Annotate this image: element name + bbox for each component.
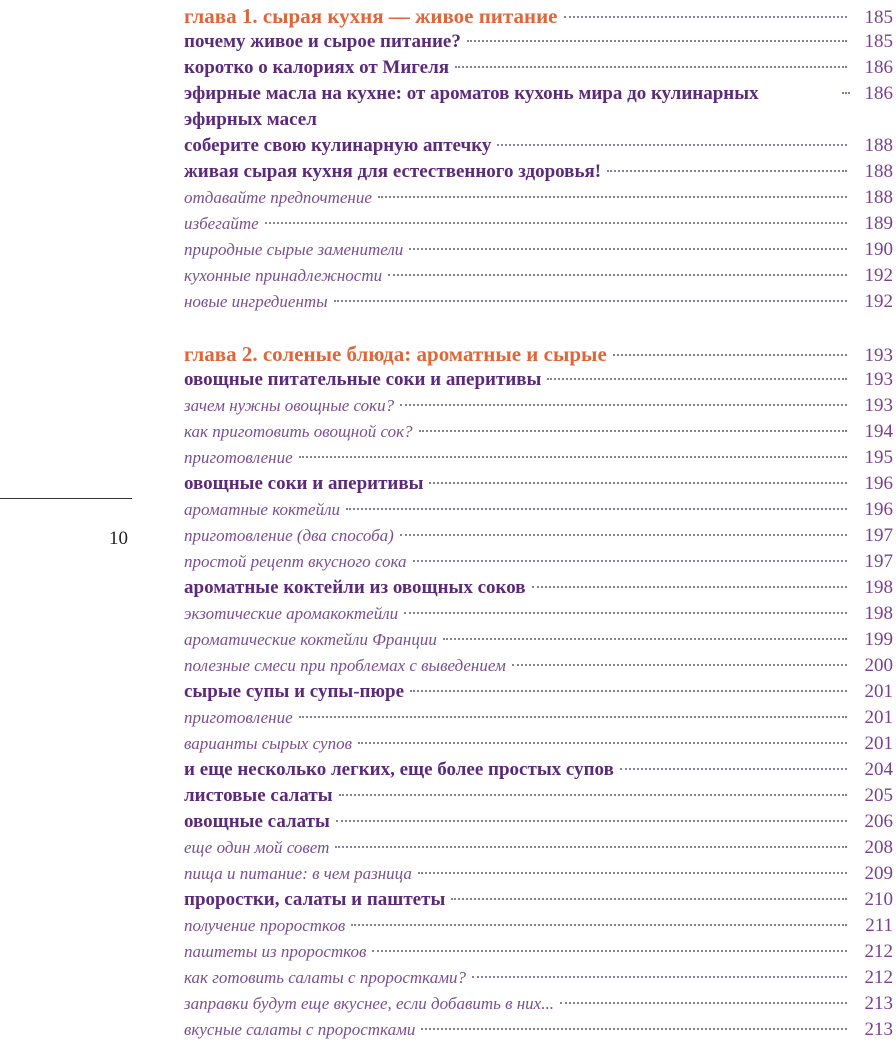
toc-entry-section[interactable] — [184, 81, 893, 133]
dot-leader — [299, 716, 847, 718]
dot-leader — [404, 612, 847, 614]
toc-entry-sub[interactable] — [184, 185, 893, 211]
toc-entry-sub[interactable] — [184, 211, 893, 237]
toc-entry-title: как приготовить овощной сок? — [184, 422, 413, 441]
dot-leader — [372, 950, 847, 952]
toc-entry-title: экзотические аромакоктейли — [184, 604, 399, 623]
toc-entry-page: 188 — [864, 135, 893, 156]
margin-rule — [0, 498, 132, 499]
toc-entry-sub[interactable] — [184, 601, 893, 627]
page-number: 10 — [109, 528, 128, 549]
toc-entry-page: 213 — [864, 1019, 893, 1040]
toc-entry-sub[interactable] — [184, 913, 893, 939]
toc-entry-page: 197 — [864, 551, 893, 572]
toc-entry-page: 205 — [864, 785, 893, 806]
toc-entry-title: приготовление — [184, 708, 293, 727]
toc-entry-page: 212 — [864, 941, 893, 962]
toc-entry-sub[interactable] — [184, 393, 893, 419]
dot-leader — [497, 144, 847, 146]
toc-entry-sub[interactable] — [184, 445, 893, 471]
toc-entry-page: 209 — [864, 863, 893, 884]
dot-leader — [842, 92, 850, 94]
dot-leader — [607, 170, 847, 172]
toc-entry-page: 197 — [864, 525, 893, 546]
toc-entry-sub[interactable] — [184, 861, 893, 887]
toc-entry-chapter[interactable] — [184, 3, 893, 29]
toc-entry-page: 189 — [864, 213, 893, 234]
dot-leader — [299, 456, 847, 458]
dot-leader — [532, 586, 847, 588]
toc-entry-title: приготовление — [184, 448, 293, 467]
dot-leader — [400, 404, 847, 406]
toc-entry-title: овощные соки и аперитивы — [184, 473, 424, 494]
toc-entry-page: 195 — [864, 447, 893, 468]
toc-entry-section[interactable] — [184, 159, 893, 185]
toc-entry-section[interactable] — [184, 367, 893, 393]
toc-entry-page: 192 — [864, 265, 893, 286]
dot-leader — [560, 1002, 847, 1004]
toc-entry-title: вкусные салаты с проростками — [184, 1020, 416, 1039]
toc-entry-title: и еще несколько легких, еще более простых супов — [184, 759, 614, 780]
toc-entry-title: глава 2. соленые блюда: ароматные и сырые — [184, 342, 607, 366]
dot-leader — [351, 924, 847, 926]
toc-entry-page: 193 — [864, 345, 893, 366]
toc-entry-sub[interactable] — [184, 289, 893, 315]
dot-leader — [388, 274, 847, 276]
toc-entry-section[interactable] — [184, 133, 893, 159]
toc-entry-section[interactable] — [184, 679, 893, 705]
toc-entry-page: 212 — [864, 967, 893, 988]
toc-entry-title: кухонные принадлежности — [184, 266, 383, 285]
toc-entry-page: 208 — [864, 837, 893, 858]
toc-entry-sub[interactable] — [184, 991, 893, 1017]
toc-entry-page: 186 — [864, 83, 893, 104]
toc-entry-title: избегайте — [184, 214, 259, 233]
toc-entry-title: зачем нужны овощные соки? — [184, 396, 395, 415]
toc-entry-sub[interactable] — [184, 965, 893, 991]
dot-leader — [346, 508, 847, 510]
toc-entry-page: 188 — [864, 161, 893, 182]
dot-leader — [335, 846, 847, 848]
toc-entry-page: 193 — [864, 369, 893, 390]
toc-entry-section[interactable] — [184, 809, 893, 835]
toc-entry-section[interactable] — [184, 575, 893, 601]
toc-entry-title: коротко о калориях от Мигеля — [184, 57, 450, 78]
dot-leader — [336, 820, 847, 822]
toc-entry-page: 206 — [864, 811, 893, 832]
table-of-contents — [184, 3, 893, 1043]
dot-leader — [443, 638, 847, 640]
dot-leader — [418, 872, 847, 874]
toc-entry-page: 210 — [864, 889, 893, 910]
toc-entry-page: 185 — [864, 31, 893, 52]
toc-entry-page: 185 — [864, 7, 893, 28]
chapter-gap — [184, 315, 893, 341]
toc-entry-title: варианты сырых супов — [184, 734, 352, 753]
toc-entry-sub[interactable] — [184, 731, 893, 757]
toc-entry-page: 201 — [864, 681, 893, 702]
toc-entry-sub[interactable] — [184, 549, 893, 575]
toc-entry-sub[interactable] — [184, 419, 893, 445]
toc-entry-sub[interactable] — [184, 523, 893, 549]
dot-leader — [419, 430, 847, 432]
dot-leader — [547, 378, 847, 380]
dot-leader — [378, 196, 847, 198]
toc-entry-section[interactable] — [184, 757, 893, 783]
toc-entry-page: 193 — [864, 395, 893, 416]
toc-entry-page: 194 — [864, 421, 893, 442]
toc-entry-section[interactable] — [184, 29, 893, 55]
toc-entry-title: простой рецепт вкусного сока — [184, 552, 407, 571]
toc-entry-title: приготовление (два способа) — [184, 526, 394, 545]
toc-entry-page: 204 — [864, 759, 893, 780]
toc-entry-page: 186 — [864, 57, 893, 78]
dot-leader — [358, 742, 847, 744]
dot-leader — [564, 16, 848, 18]
toc-entry-sub[interactable] — [184, 653, 893, 679]
toc-entry-title: природные сырые заменители — [184, 240, 404, 259]
toc-entry-title: ароматные коктейли — [184, 500, 340, 519]
dot-leader — [451, 898, 847, 900]
toc-entry-title: листовые салаты — [184, 785, 333, 806]
dot-leader — [409, 248, 847, 250]
toc-entry-title: соберите свою кулинарную аптечку — [184, 135, 492, 156]
dot-leader — [400, 534, 847, 536]
toc-entry-title: сырые супы и супы-пюре — [184, 681, 405, 702]
dot-leader — [334, 300, 847, 302]
toc-entry-title: отдавайте предпочтение — [184, 188, 372, 207]
toc-entry-page: 213 — [864, 993, 893, 1014]
toc-entry-section[interactable] — [184, 783, 893, 809]
toc-entry-page: 211 — [865, 915, 893, 936]
toc-entry-title: овощные питательные соки и аперитивы — [184, 369, 542, 390]
toc-entry-sub[interactable] — [184, 237, 893, 263]
toc-entry-page: 188 — [864, 187, 893, 208]
toc-entry-page: 200 — [864, 655, 893, 676]
toc-entry-title: ароматические коктейли Франции — [184, 630, 437, 649]
toc-entry-title: пища и питание: в чем разница — [184, 864, 412, 883]
dot-leader — [410, 690, 847, 692]
toc-entry-sub[interactable] — [184, 939, 893, 965]
toc-entry-sub[interactable] — [184, 497, 893, 523]
dot-leader — [429, 482, 847, 484]
dot-leader — [620, 768, 847, 770]
toc-entry-section[interactable] — [184, 887, 893, 913]
toc-entry-sub[interactable] — [184, 1017, 893, 1043]
toc-entry-title: живая сырая кухня для естественного здоровья! — [184, 161, 602, 182]
dot-leader — [472, 976, 847, 978]
toc-entry-title: проростки, салаты и паштеты — [184, 889, 446, 910]
toc-entry-page: 201 — [864, 707, 893, 728]
toc-entry-sub[interactable] — [184, 705, 893, 731]
toc-entry-section[interactable] — [184, 471, 893, 497]
toc-entry-title: еще один мой совет — [184, 838, 330, 857]
toc-entry-page: 196 — [864, 499, 893, 520]
toc-entry-title: паштеты из проростков — [184, 942, 367, 961]
toc-entry-title: как готовить салаты с проростками? — [184, 968, 467, 987]
toc-entry-title: полезные смеси при проблемах с выведением — [184, 656, 506, 675]
dot-leader — [421, 1028, 847, 1030]
dot-leader — [265, 222, 847, 224]
dot-leader — [339, 794, 847, 796]
toc-entry-section[interactable] — [184, 55, 893, 81]
toc-entry-page: 192 — [864, 291, 893, 312]
toc-entry-page: 198 — [864, 603, 893, 624]
toc-entry-title: получение проростков — [184, 916, 346, 935]
dot-leader — [613, 354, 847, 356]
toc-entry-title: ароматные коктейли из овощных соков — [184, 577, 526, 598]
dot-leader — [512, 664, 847, 666]
toc-entry-sub[interactable] — [184, 627, 893, 653]
dot-leader — [467, 40, 847, 42]
toc-entry-title: эфирные масла на кухне: от ароматов кухонь мира до кулинарных эфирных масел — [184, 83, 759, 130]
toc-entry-page: 201 — [864, 733, 893, 754]
toc-entry-page: 190 — [864, 239, 893, 260]
toc-entry-page: 196 — [864, 473, 893, 494]
toc-entry-title: глава 1. сырая кухня — живое питание — [184, 4, 558, 28]
toc-entry-title: новые ингредиенты — [184, 292, 328, 311]
toc-entry-chapter[interactable] — [184, 341, 893, 367]
toc-entry-sub[interactable] — [184, 835, 893, 861]
toc-entry-title: почему живое и сырое питание? — [184, 31, 461, 52]
toc-entry-page: 199 — [864, 629, 893, 650]
toc-entry-title: овощные салаты — [184, 811, 330, 832]
dot-leader — [413, 560, 847, 562]
toc-entry-title: заправки будут еще вкуснее, если добавить в них... — [184, 994, 554, 1013]
toc-entry-page: 198 — [864, 577, 893, 598]
toc-entry-sub[interactable] — [184, 263, 893, 289]
dot-leader — [455, 66, 847, 68]
